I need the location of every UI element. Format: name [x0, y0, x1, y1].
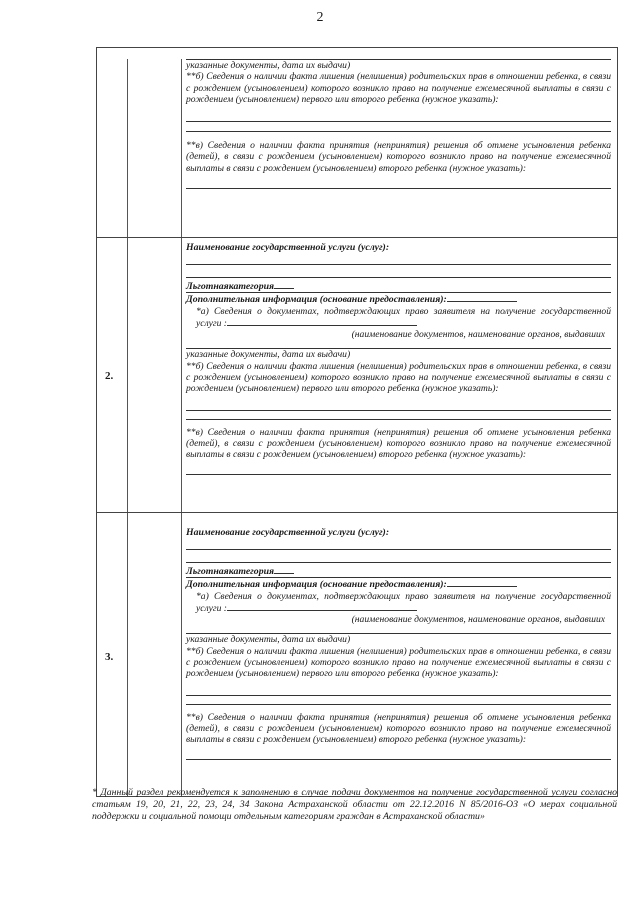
footnote: * Данный раздел рекомендуется к заполнению в случае подачи документов на получение государственной услуги согласно статьям 19, 20, 21, 22, 23, 24, 34 Закона Астраханской области от 22.12.2016 N 85/2016-ОЗ «О мерах социальной поддержки и социальной помощи отдельным категориям граждан в Астраханской области» [92, 787, 617, 822]
a-tail: указанные документы, дата их выдачи) [186, 349, 351, 361]
table-row-continuation [97, 59, 617, 237]
documents-field[interactable] [227, 317, 417, 326]
a-tail: указанные документы, дата их выдачи) [186, 634, 351, 646]
additional-info-field[interactable] [447, 293, 517, 302]
v-text: **в) Сведения о наличии факта принятия (непринятия) решения об отмене усыновления ребенка (детей), в связи с рождением (усыновлением) которого возникло право на получение ежемесячной выплаты в связи с рождением (усыновлением) второго ребенка (нужное указать): [186, 711, 611, 746]
fill-line[interactable] [186, 759, 611, 760]
fill-line[interactable] [186, 131, 611, 132]
category-field[interactable] [274, 280, 294, 289]
empty-cell [128, 513, 182, 796]
a-tail: указанные документы, дата их выдачи) [186, 60, 351, 71]
table-row-2 [97, 237, 617, 512]
fill-line[interactable] [186, 695, 611, 696]
service-name-field-2[interactable] [186, 277, 611, 278]
fill-line[interactable] [186, 410, 611, 411]
additional-info-field[interactable] [447, 578, 517, 587]
fill-line[interactable] [186, 474, 611, 475]
number-cell [97, 59, 128, 237]
category-field[interactable] [274, 565, 294, 574]
v-text: **в) Сведения о наличии факта принятия (непринятия) решения об отмене усыновления ребенка (детей), в связи с рождением (усыновлением) которого возникло право на получение ежемесячной выплаты в связи с рождением (усыновлением) второго ребенка (нужное указать): [186, 426, 611, 461]
services-table [96, 47, 618, 797]
b-text: **б) Сведения о наличии факта лишения (нелишения) родительских прав в отношении ребенка, в связи с рождением (усыновлением) которого возникло право на получение ежемесячной выплаты в связи с рождением (усыновлением) первого или второго ребенка (нужное указать): [186, 360, 611, 395]
service-name-label: Наименование государственной услуги (услуг): [186, 527, 390, 538]
a-hint: (наименование документов, наименование органов, выдавших [351, 614, 605, 626]
service-name-label: Наименование государственной услуги (услуг): [186, 242, 390, 253]
page-number: 2 [316, 10, 324, 25]
empty-cell [128, 238, 182, 512]
category-label: Льготнаякатегория [186, 565, 611, 578]
fill-line[interactable] [186, 188, 611, 189]
additional-info-label: Дополнительная информация (основание предоставления): [186, 293, 611, 306]
service-name-field[interactable] [186, 264, 611, 265]
category-label: Льготнаякатегория [186, 280, 611, 293]
content-cell [182, 59, 617, 189]
row-number: 3. [105, 651, 114, 663]
a-text: *а) Сведения о документах, подтверждающих право заявителя на получение государственной услуги : [196, 305, 611, 329]
service-name-field[interactable] [186, 549, 611, 550]
fill-line[interactable] [186, 419, 611, 420]
b-text: **б) Сведения о наличии факта лишения (нелишения) родительских прав в отношении ребенка, в связи с рождением (усыновлением) которого возникло право на получение ежемесячной выплаты в связи с рождением (усыновлением) первого или второго ребенка (нужное указать): [186, 645, 611, 680]
documents-field[interactable] [227, 602, 417, 611]
number-cell [97, 513, 128, 796]
content-cell [182, 242, 617, 475]
table-row-3 [97, 512, 617, 796]
number-cell [97, 238, 128, 512]
content-cell [182, 527, 617, 760]
additional-info-label: Дополнительная информация (основание предоставления): [186, 578, 611, 591]
row-number: 2. [105, 370, 114, 382]
a-hint: (наименование документов, наименование органов, выдавших [351, 329, 605, 341]
v-text: **в) Сведения о наличии факта принятия (непринятия) решения об отмене усыновления ребенка (детей), в связи с рождением (усыновлением) которого возникло право на получение ежемесячной выплаты в связи с рождением (усыновлением) второго ребенка (нужное указать): [186, 140, 611, 174]
service-name-field-2[interactable] [186, 562, 611, 563]
b-text: **б) Сведения о наличии факта лишения (нелишения) родительских прав в отношении ребенка, в связи с рождением (усыновлением) которого возникло право на получение ежемесячной выплаты в связи с рождением (усыновлением) первого или второго ребенка (нужное указать): [186, 71, 611, 105]
fill-line[interactable] [186, 704, 611, 705]
a-text: *а) Сведения о документах, подтверждающих право заявителя на получение государственной услуги : [196, 590, 611, 614]
empty-cell [128, 59, 182, 237]
fill-line[interactable] [186, 121, 611, 122]
